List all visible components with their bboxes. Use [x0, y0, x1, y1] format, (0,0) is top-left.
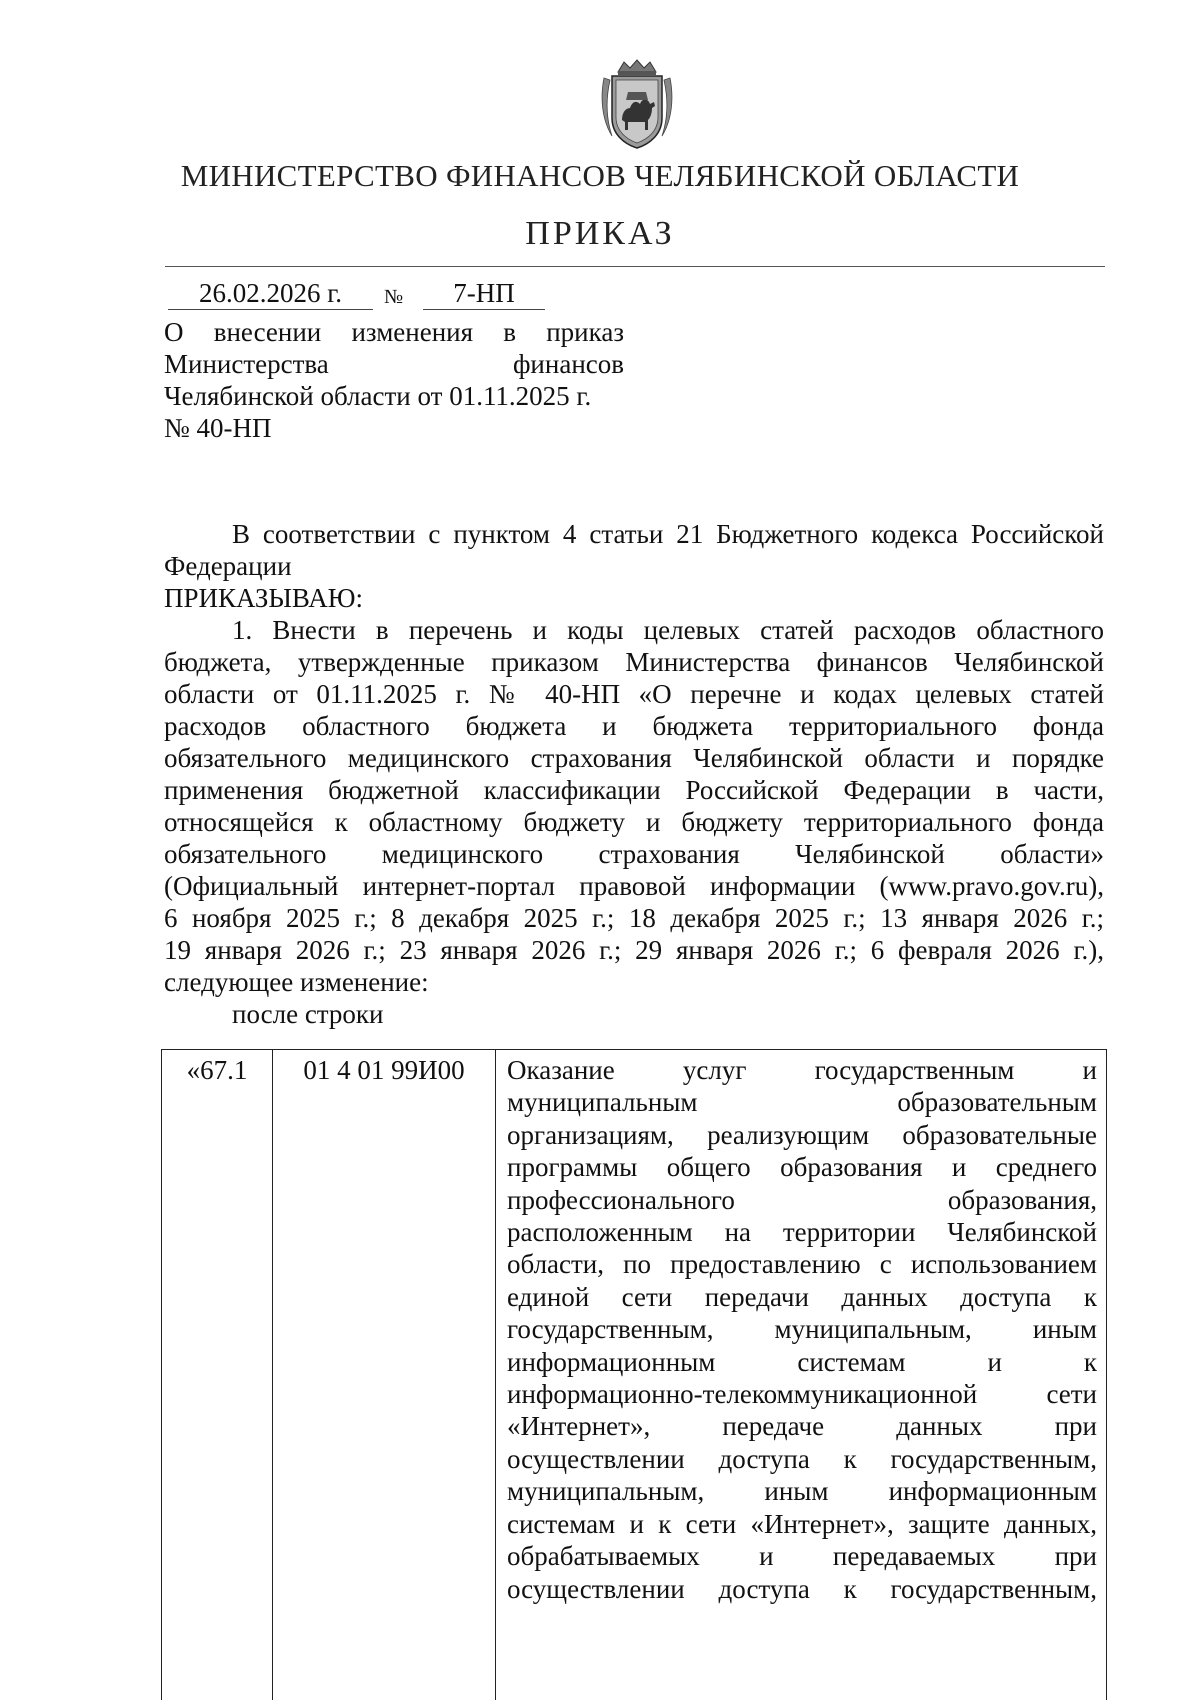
- description-line: Оказание услуг государственным и: [507, 1055, 1097, 1085]
- body-line: обязательного медицинского страхования Челябинской области»: [164, 839, 1104, 869]
- table-column-divider: [272, 1050, 273, 1700]
- body-line: В соответствии с пунктом 4 статьи 21 Бюджетного кодекса Российской: [232, 519, 1104, 549]
- order-date: 26.02.2026 г.: [168, 277, 373, 310]
- description-line: профессионального образования,: [507, 1184, 1097, 1215]
- number-sign: №: [384, 286, 404, 308]
- description-line: «Интернет», передаче данных при: [507, 1411, 1097, 1442]
- body-line: 1. Внести в перечень и коды целевых статей расходов областного: [232, 615, 1104, 645]
- table-code: 01 4 01 99И00: [303, 1055, 465, 1085]
- body-line: Федерации: [164, 551, 292, 581]
- description-line: информационным системам и к: [507, 1346, 1097, 1377]
- description-line: расположенным на территории Челябинской: [507, 1217, 1097, 1248]
- body-line: 19 января 2026 г.; 23 января 2026 г.; 29 января 2026 г.; 6 февраля 2026 г.),: [164, 935, 1104, 965]
- description-line: осуществлении доступа к государственным,: [507, 1573, 1097, 1604]
- description-line: муниципальным образовательным: [507, 1087, 1097, 1118]
- order-body: [164, 518, 1104, 1030]
- body-line: 6 ноября 2025 г.; 8 декабря 2025 г.; 18 декабря 2025 г.; 13 января 2026 г.;: [164, 903, 1104, 933]
- description-line: программы общего образования и среднего: [507, 1152, 1097, 1183]
- subject-line: О внесении изменения в приказ: [164, 317, 624, 347]
- order-subject: [164, 316, 624, 444]
- order-number: 7-НП: [423, 277, 545, 310]
- target-articles-table: [161, 1049, 1107, 1700]
- subject-line: Челябинской области от 01.11.2025 г.: [164, 381, 592, 411]
- header-divider: [165, 266, 1105, 267]
- body-line: относящейся к областному бюджету и бюджету территориального фонда: [164, 807, 1104, 837]
- body-line: применения бюджетной классификации Российской Федерации в части,: [164, 775, 1104, 805]
- body-line: обязательного медицинского страхования Челябинской области и порядке: [164, 743, 1104, 773]
- body-line: следующее изменение:: [164, 967, 429, 997]
- description-line: осуществлении доступа к государственным,: [507, 1443, 1097, 1474]
- body-line: расходов областного бюджета и бюджета территориального фонда: [164, 711, 1104, 741]
- table-column-divider: [495, 1050, 496, 1700]
- body-line: (Официальный интернет-портал правовой информации (www.pravo.gov.ru),: [164, 871, 1104, 901]
- description-line: организациям, реализующим образовательные: [507, 1119, 1097, 1150]
- table-row-number: «67.1: [186, 1055, 248, 1085]
- body-line: после строки: [232, 999, 384, 1029]
- coat-of-arms-icon: [598, 58, 676, 150]
- subject-line: Министерства финансов: [164, 349, 624, 379]
- description-line: обрабатываемых и передаваемых при: [507, 1541, 1097, 1572]
- body-line: области от 01.11.2025 г. № 40-НП «О перечне и кодах целевых статей: [164, 679, 1104, 709]
- description-line: системам и к сети «Интернет», защите данных,: [507, 1508, 1097, 1539]
- table-description: [507, 1054, 1097, 1605]
- subject-line: № 40-НП: [164, 413, 272, 443]
- description-line: единой сети передачи данных доступа к: [507, 1281, 1097, 1312]
- description-line: муниципальным, иным информационным: [507, 1476, 1097, 1507]
- body-line: ПРИКАЗЫВАЮ:: [164, 583, 363, 613]
- description-line: государственным, муниципальным, иным: [507, 1314, 1097, 1345]
- ministry-name: МИНИСТЕРСТВО ФИНАНСОВ ЧЕЛЯБИНСКОЙ ОБЛАСТИ: [180, 158, 1020, 193]
- document-type-title: ПРИКАЗ: [525, 215, 675, 252]
- description-line: области, по предоставлению с использованием: [507, 1249, 1097, 1280]
- description-line: информационно-телекоммуникационной сети: [507, 1379, 1097, 1410]
- body-line: бюджета, утвержденные приказом Министерства финансов Челябинской: [164, 647, 1104, 677]
